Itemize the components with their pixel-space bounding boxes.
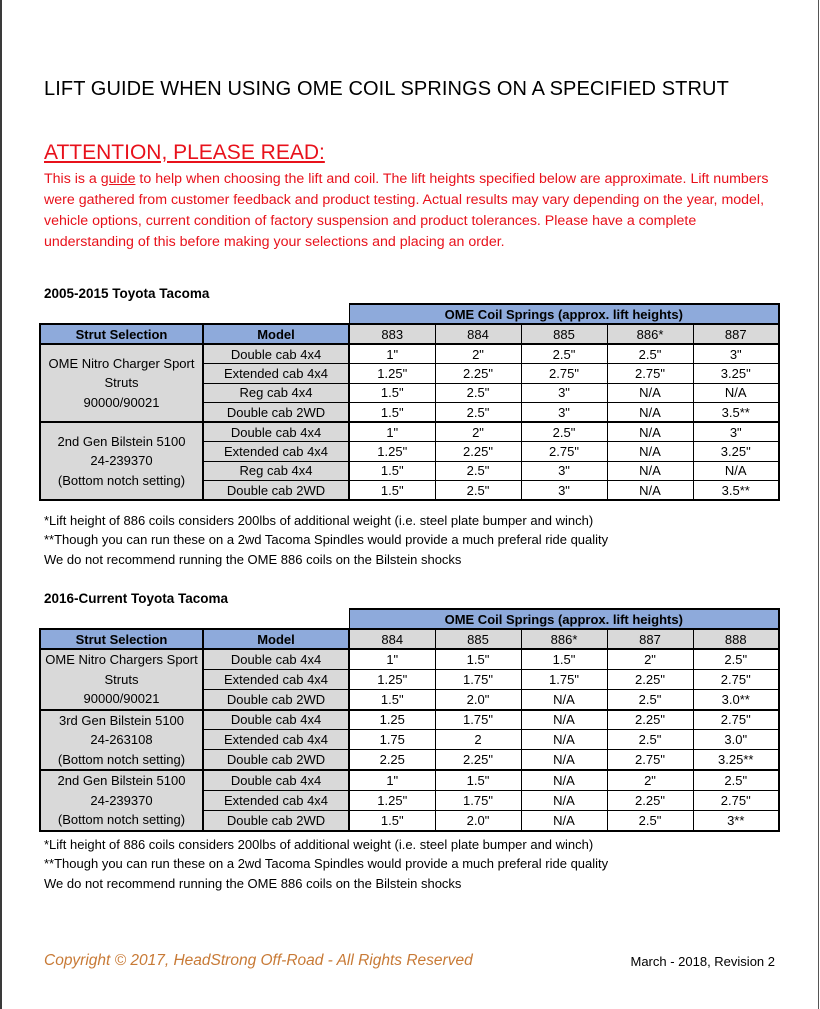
model-cell: Extended cab 4x4 <box>203 790 349 810</box>
strut-name-line: 2nd Gen Bilstein 5100 <box>57 433 186 449</box>
lift-value-cell: 1.25 <box>349 710 435 730</box>
lift-value-cell: 1.5" <box>349 689 435 709</box>
lift-value-cell: 3.25" <box>693 364 779 384</box>
lift-value-cell: 2.5" <box>607 810 693 830</box>
strut-name-line: (Bottom notch setting) <box>57 472 186 488</box>
lift-value-cell: 1.25" <box>349 442 435 462</box>
lift-value-cell: 3** <box>693 810 779 830</box>
lift-value-cell: N/A <box>521 770 607 790</box>
lift-value-cell: 1.25" <box>349 669 435 689</box>
lift-value-cell: 2.0" <box>435 810 521 830</box>
lift-value-cell: 2" <box>607 649 693 669</box>
table-row <box>40 422 779 442</box>
lift-value-cell: 2" <box>607 770 693 790</box>
coil-header-888: 888 <box>693 629 779 649</box>
lift-value-cell: 2.5" <box>435 383 521 403</box>
revision-label: March - 2018, Revision 2 <box>630 954 775 969</box>
table-row <box>40 770 779 790</box>
lift-value-cell: 3" <box>693 422 779 442</box>
strut-selection-cell <box>40 710 203 771</box>
model-cell: Reg cab 4x4 <box>203 383 349 403</box>
lift-value-cell: N/A <box>693 383 779 403</box>
table-row <box>40 649 779 669</box>
strut-selection-header: Strut Selection <box>40 324 203 344</box>
lift-value-cell: 1" <box>349 422 435 442</box>
model-cell: Double cab 2WD <box>203 481 349 501</box>
lift-value-cell: 1.25" <box>349 364 435 384</box>
ome-header-row <box>40 609 779 629</box>
strut-selection-header: Strut Selection <box>40 629 203 649</box>
model-cell: Extended cab 4x4 <box>203 730 349 750</box>
lift-value-cell: N/A <box>521 750 607 770</box>
lift-value-cell: 2.5" <box>607 689 693 709</box>
lift-value-cell: 3" <box>521 481 607 501</box>
ome-coil-springs-header: OME Coil Springs (approx. lift heights) <box>349 304 779 324</box>
strut-name-line: 24-263108 <box>90 732 153 747</box>
footnote-line: We do not recommend running the OME 886 coils on the Bilstein shocks <box>44 875 462 891</box>
lift-value-cell: N/A <box>521 689 607 709</box>
strut-name-line: Struts <box>104 671 139 687</box>
lift-value-cell: 3.0** <box>693 689 779 709</box>
lift-value-cell: 2.5" <box>435 481 521 501</box>
lift-value-cell: 2.5" <box>607 344 693 364</box>
lift-value-cell: N/A <box>521 730 607 750</box>
lift-value-cell: 1.75" <box>435 710 521 730</box>
coil-header-885: 885 <box>435 629 521 649</box>
strut-name-line: 24-239370 <box>90 453 153 469</box>
strut-name-line: OME Nitro Charger Sport <box>48 355 195 371</box>
strut-selection-cell <box>40 344 203 422</box>
lift-table-2016-current <box>39 608 780 832</box>
attention-notice <box>44 169 784 253</box>
lift-value-cell: 2.5" <box>435 403 521 423</box>
model-cell: Double cab 4x4 <box>203 649 349 669</box>
strut-name-line: 24-239370 <box>90 792 153 808</box>
lift-value-cell: 3" <box>521 383 607 403</box>
model-cell: Double cab 4x4 <box>203 422 349 442</box>
lift-table-2005-2015 <box>39 303 780 501</box>
notice-guide-word: guide <box>100 171 136 187</box>
lift-value-cell: N/A <box>607 481 693 501</box>
model-cell: Double cab 4x4 <box>203 710 349 730</box>
ome-header-row <box>40 304 779 324</box>
coil-header-887: 887 <box>693 324 779 344</box>
lift-value-cell: 3.25** <box>693 750 779 770</box>
attention-heading: ATTENTION, PLEASE READ: <box>44 141 325 164</box>
lift-value-cell: 2.5" <box>435 461 521 481</box>
lift-value-cell: 2.5" <box>693 770 779 790</box>
model-cell: Double cab 4x4 <box>203 344 349 364</box>
lift-value-cell: N/A <box>607 461 693 481</box>
lift-value-cell: 2.0" <box>435 689 521 709</box>
lift-value-cell: 1.5" <box>435 770 521 790</box>
lift-value-cell: 2.75" <box>693 790 779 810</box>
model-cell: Double cab 2WD <box>203 689 349 709</box>
strut-selection-cell <box>40 770 203 831</box>
lift-value-cell: 2.75" <box>607 364 693 384</box>
notice-text-before: This is a <box>44 171 101 187</box>
lift-value-cell: 2.5" <box>607 730 693 750</box>
model-cell: Double cab 2WD <box>203 403 349 423</box>
lift-value-cell: 1" <box>349 344 435 364</box>
coil-header-886-star: 886* <box>521 629 607 649</box>
coil-header-886-star: 886* <box>607 324 693 344</box>
lift-value-cell: 2 <box>435 730 521 750</box>
model-cell: Double cab 2WD <box>203 750 349 770</box>
strut-name-line: Struts <box>104 375 139 391</box>
lift-value-cell: 2.25" <box>435 364 521 384</box>
lift-value-cell: 3.0" <box>693 730 779 750</box>
model-cell: Reg cab 4x4 <box>203 461 349 481</box>
lift-value-cell: 2.25" <box>435 750 521 770</box>
section2-footnotes <box>44 835 608 893</box>
strut-selection-cell <box>40 422 203 500</box>
column-header-row <box>40 629 779 649</box>
page-edge-right <box>818 0 819 1009</box>
footnote-line: *Lift height of 886 coils considers 200lbs of additional weight (i.e. steel plate bumper and winch) <box>44 837 594 852</box>
table-row <box>40 710 779 730</box>
lift-value-cell: 1.5" <box>349 383 435 403</box>
header-spacer <box>40 304 349 324</box>
lift-value-cell: 3" <box>693 344 779 364</box>
lift-value-cell: 1.5" <box>349 481 435 501</box>
lift-value-cell: 2.75" <box>521 364 607 384</box>
section2-title: 2016-Current Toyota Tacoma <box>44 591 229 606</box>
lift-value-cell: 2.5" <box>693 649 779 669</box>
table-row <box>40 344 779 364</box>
model-cell: Double cab 2WD <box>203 810 349 830</box>
footnote-line: **Though you can run these on a 2wd Tacoma Spindles would provide a much preferal ride quality <box>44 856 609 872</box>
section1-footnotes <box>44 511 608 569</box>
lift-value-cell: 2.75" <box>521 442 607 462</box>
model-cell: Double cab 4x4 <box>203 770 349 790</box>
header-spacer <box>40 609 349 629</box>
strut-name-line: (Bottom notch setting) <box>57 812 186 827</box>
lift-value-cell: 2.25" <box>607 790 693 810</box>
strut-selection-cell <box>40 649 203 710</box>
footnote-line: **Though you can run these on a 2wd Tacoma Spindles would provide a much preferal ride quality <box>44 532 609 548</box>
model-cell: Extended cab 4x4 <box>203 442 349 462</box>
page-edge-left <box>0 0 2 1009</box>
lift-value-cell: 2" <box>435 422 521 442</box>
model-header: Model <box>203 629 349 649</box>
lift-value-cell: 1.5" <box>435 649 521 669</box>
strut-name-line: OME Nitro Chargers Sport <box>45 652 198 667</box>
lift-value-cell: 1.5" <box>521 649 607 669</box>
lift-value-cell: 2.75" <box>693 710 779 730</box>
lift-value-cell: 3" <box>521 403 607 423</box>
lift-value-cell: 2.25" <box>607 710 693 730</box>
lift-value-cell: 2.5" <box>521 344 607 364</box>
lift-value-cell: N/A <box>693 461 779 481</box>
lift-value-cell: 2.25 <box>349 750 435 770</box>
page-title: LIFT GUIDE WHEN USING OME COIL SPRINGS ON A SPECIFIED STRUT <box>44 78 729 100</box>
lift-value-cell: N/A <box>607 403 693 423</box>
notice-text-after: to help when choosing the lift and coil. The lift heights specified below are approximate. Lift numbers were gathered from customer feedback and product testing. Actual results may vary depending on the year, model, vehicle options, current condition of factory suspension and product tolerances. Please have a complete understanding of this before making your selections and placing an order. <box>44 171 769 250</box>
lift-value-cell: N/A <box>607 422 693 442</box>
model-cell: Extended cab 4x4 <box>203 669 349 689</box>
lift-value-cell: 2.75" <box>693 669 779 689</box>
lift-value-cell: 1.75" <box>521 669 607 689</box>
lift-value-cell: 1.5" <box>349 403 435 423</box>
lift-value-cell: 1" <box>349 770 435 790</box>
lift-value-cell: 2" <box>435 344 521 364</box>
lift-value-cell: 2.25" <box>435 442 521 462</box>
model-cell: Extended cab 4x4 <box>203 364 349 384</box>
lift-value-cell: 3" <box>521 461 607 481</box>
lift-value-cell: 2.75" <box>607 750 693 770</box>
lift-value-cell: N/A <box>607 442 693 462</box>
column-header-row <box>40 324 779 344</box>
coil-header-883: 883 <box>349 324 435 344</box>
coil-header-884: 884 <box>349 629 435 649</box>
lift-value-cell: N/A <box>521 710 607 730</box>
lift-value-cell: 1.5" <box>349 810 435 830</box>
lift-value-cell: 3.5** <box>693 403 779 423</box>
lift-value-cell: 2.5" <box>521 422 607 442</box>
strut-name-line: 90000/90021 <box>83 691 160 706</box>
strut-name-line: (Bottom notch setting) <box>57 751 186 767</box>
lift-value-cell: 1.75" <box>435 790 521 810</box>
ome-coil-springs-header: OME Coil Springs (approx. lift heights) <box>349 609 779 629</box>
model-header: Model <box>203 324 349 344</box>
lift-value-cell: 1.75" <box>435 669 521 689</box>
lift-value-cell: N/A <box>521 810 607 830</box>
strut-name-line: 3rd Gen Bilstein 5100 <box>58 712 185 728</box>
coil-header-884: 884 <box>435 324 521 344</box>
lift-value-cell: 2.25" <box>607 669 693 689</box>
strut-name-line: 90000/90021 <box>83 394 160 410</box>
coil-header-887: 887 <box>607 629 693 649</box>
footnote-line: We do not recommend running the OME 886 coils on the Bilstein shocks <box>44 551 462 567</box>
lift-value-cell: 1.75 <box>349 730 435 750</box>
strut-name-line: 2nd Gen Bilstein 5100 <box>57 773 186 788</box>
lift-value-cell: 1.25" <box>349 790 435 810</box>
coil-header-885: 885 <box>521 324 607 344</box>
lift-value-cell: N/A <box>521 790 607 810</box>
copyright-notice: Copyright © 2017, HeadStrong Off-Road - All Rights Reserved <box>44 952 473 969</box>
lift-value-cell: N/A <box>607 383 693 403</box>
lift-value-cell: 1.5" <box>349 461 435 481</box>
lift-value-cell: 3.25" <box>693 442 779 462</box>
lift-value-cell: 1" <box>349 649 435 669</box>
lift-value-cell: 3.5** <box>693 481 779 501</box>
footnote-line: *Lift height of 886 coils considers 200lbs of additional weight (i.e. steel plate bumper and winch) <box>44 513 594 528</box>
section1-title: 2005-2015 Toyota Tacoma <box>44 286 210 301</box>
